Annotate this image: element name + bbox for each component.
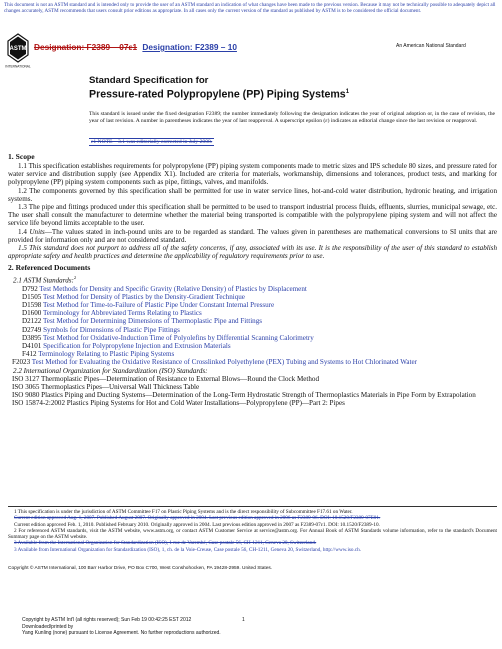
american-national-standard-label: An American National Standard [396, 43, 466, 49]
footnote-3-current: 3 Available from International Organization for Standardization (ISO), 1, ch. de la Voie-Creuse, Case postale 56, CH-1211, Geneva 20, Switzerland, http://www.iso.ch. [14, 546, 361, 553]
copyright-line: Copyright © ASTM International, 100 Barr Harbor Drive, PO Box C700, West Conshohocken, PA 19428-2959. United States. [8, 566, 273, 571]
astm-reference-number: D2749 [22, 325, 42, 334]
footnote-1-deleted: Current edition approved Aug. 1, 2007. Published August 2007. Originally approved in 2004. Last previous edition approved in 2006 as F2389-06. DOI: 10.1520/F2389-07E01. [14, 515, 381, 522]
issuance-statement: This standard is issued under the fixed designation F2389; the number immediately following the designation indicates the year of original adoption or, in the case of revision, the year of last revision. A number in parentheses indicates the year of last reapproval. A superscript epsilon (ε) indicates an editorial change since the last revision or reapproval. [89, 111, 495, 124]
astm-reference-link[interactable]: Test Methods for Density and Specific Gravity (Relative Density) of Plastics by Displacement [39, 284, 307, 293]
astm-reference-number: D1600 [22, 309, 42, 318]
document-body [8, 150, 497, 408]
astm-logo [7, 33, 29, 69]
astm-reference-list [8, 285, 497, 367]
designation [34, 42, 237, 52]
scope-para-units: 1.4 Units—The values stated in inch-pound units are to be regarded as standard. The values given in parentheses are mathematical conversions to SI units that are provided for information only and are not considered standard. [8, 227, 498, 244]
astm-reference-number: D2122 [22, 317, 42, 326]
scope-para: 1.1 This specification establishes requirements for polypropylene (PP) piping system components made to metric sizes and IPS schedule 80 sizes, and pressure rated for water service and distribution supply (see Appendix X1). Included are criteria for materials, workmanship, dimensions and tolerances, product tests, and marking for polypropylene (PP) piping system components such as pipe, fittings, valves, and manifolds. [8, 162, 497, 187]
iso-reference: ISO 9080 Plastics Piping and Ducting Systems—Determination of the Long-Term Hydrostatic Strength of Thermoplastics Materials in Pipe Form by Extrapolation [12, 391, 476, 400]
astm-reference-link[interactable]: Test Method for Density of Plastics by the Density-Gradient Technique [42, 292, 245, 301]
title-line-2: Pressure-rated Polypropylene (PP) Piping Systems [89, 88, 346, 101]
revision-notice: This document is not an ASTM standard and is intended only to provide the user of an ASTM standard an indication of what changes have been made to the previous version. Because it may not be technically possible to adequately depict all changes accurately, ASTM recommends that users consult prior editions as appropriate. In all cases only the current version of the standard as published by ASTM is to be considered the official document. [4, 2, 496, 15]
footnote-2: 2 For referenced ASTM standards, visit the ASTM website, www.astm.org, or contact ASTM Customer Service at service@astm.org. For Annual Book of ASTM Standards volume information, refer to the standard's Document Summary page on the ASTM website. [8, 527, 497, 541]
astm-reference-number: D4101 [22, 341, 42, 350]
astm-reference [8, 334, 497, 342]
astm-reference [8, 317, 497, 325]
document-title [89, 75, 489, 101]
footer-line-2: Downloaded/printed by [22, 623, 74, 630]
astm-reference [8, 293, 497, 301]
astm-reference-link[interactable]: Terminology Relating to Plastic Piping Systems [38, 350, 175, 359]
iso-reference: ISO 3127 Thermoplastic Pipes—Determination of Resistance to External Blows—Round the Clock Method [12, 374, 320, 383]
astm-reference-link[interactable]: Test Method for Determining Dimensions of Thermoplastic Pipe and Fittings [42, 317, 263, 326]
scope-para: 1.3 The pipe and fittings produced under this specification shall be permitted to be used to transport industrial process fluids, effluents, slurries, municipal sewage, etc. The user shall consult the manufacturer to determine whether the material being transported is compatible with the polypropylene piping system and will not affect the service life beyond limits acceptable to the user. [8, 203, 497, 228]
footer-line-3: Yang Kunling (none) pursuant to License Agreement. No further reproductions authorized. [22, 630, 221, 636]
svg-text:ASTM: ASTM [9, 46, 27, 52]
astm-reference [8, 350, 497, 358]
astm-reference [8, 309, 497, 317]
old-designation: Designation: F2389 – 07ε1 [34, 42, 138, 52]
astm-reference-link[interactable]: Symbols for Dimensions of Plastic Pipe Fittings [43, 325, 180, 334]
editorial-note: ε1 NOTE—3.1 was editorially corrected in July 2008. [91, 139, 213, 145]
iso-reference: ISO 3065 Thermoplastics Pipes—Universal Wall Thickness Table [12, 382, 200, 391]
scope-para: 1.2 The components governed by this specification shall be permitted for use in water service lines, hot-and-cold water distribution, hydronic heating, and irrigation systems. [8, 186, 497, 203]
astm-reference-link[interactable]: Test Method for Oxidative-Induction Time of Polyolefins by Differential Scanning Calorimetry [42, 333, 314, 342]
iso-reference-list [8, 375, 497, 408]
astm-reference-number: F412 [22, 350, 37, 359]
iso-standards-label: 2.2 International Organization for Standardization (ISO) Standards: [13, 366, 208, 375]
footnote-1: 1 This specification is under the jurisdiction of ASTM Committee F17 on Plastic Piping Systems and is the direct responsibility of Subcommittee F17.61 on Water. [14, 509, 353, 515]
astm-reference [8, 285, 497, 293]
logo-text: INTERNATIONAL [5, 64, 31, 69]
footnote-1-current: Current edition approved Feb. 1, 2010. Published February 2010. Originally approved in 2004. Last previous edition approved in 2007 as F2389-07ε1. DOI: 10.1520/F2389-10. [14, 521, 380, 528]
astm-reference-link[interactable]: Test Method for Evaluating the Oxidative Resistance of Crosslinked Polyethylene (PEX) Tubing and Systems to Hot Chlorinated Water [31, 358, 417, 367]
astm-reference [8, 358, 497, 366]
scope-heading: 1. Scope [8, 151, 35, 161]
scope-para-safety: 1.5 This standard does not purport to address all of the safety concerns, if any, associated with its use. It is the responsibility of the user of this standard to establish appropriate safety and health practices and determine the applicability of regulatory requirements prior to use. [8, 244, 497, 261]
footnote-3-deleted: 3 Available from the International Organization for Standardization (ISO), 1 rue de Varembé, Case postale 56, CH-1211, Geneva 20, Switzerland. [14, 540, 317, 547]
astm-reference [8, 342, 497, 350]
footnotes [8, 506, 497, 553]
astm-reference-number: D1598 [22, 300, 42, 309]
astm-reference-number: F2023 [12, 358, 31, 367]
page-number: 1 [242, 617, 245, 623]
referenced-documents-heading: 2. Referenced Documents [8, 263, 91, 273]
astm-reference [8, 301, 497, 309]
astm-reference-link[interactable]: Test Method for Time-to-Failure of Plastic Pipe Under Constant Internal Pressure [42, 300, 275, 309]
astm-reference-link[interactable]: Terminology for Abbreviated Terms Relating to Plastics [42, 309, 202, 318]
astm-reference [8, 326, 497, 334]
astm-reference-link[interactable]: Specification for Polypropylene Injection and Extrusion Materials [43, 341, 231, 350]
astm-reference-number: D1505 [22, 292, 42, 301]
title-line-1: Standard Specification for [89, 75, 209, 86]
astm-reference-number: D3895 [22, 333, 42, 342]
iso-reference: ISO 15874-2:2002 Plastics Piping Systems for Hot and Cold Water Installations—Polypropylene (PP)—Part 2: Pipes [12, 399, 345, 408]
new-designation: Designation: F2389 – 10 [142, 42, 237, 52]
page-footer [22, 617, 482, 637]
astm-reference-number: D792 [22, 284, 38, 293]
title-footnote-ref: 1 [345, 89, 350, 95]
footer-line-1: Copyright by ASTM Int'l (all rights reserved); Sun Feb 19 00:42:25 EST 2012 [22, 617, 192, 623]
astm-standards-label: 2.1 ASTM Standards:$^2$ [13, 274, 77, 285]
